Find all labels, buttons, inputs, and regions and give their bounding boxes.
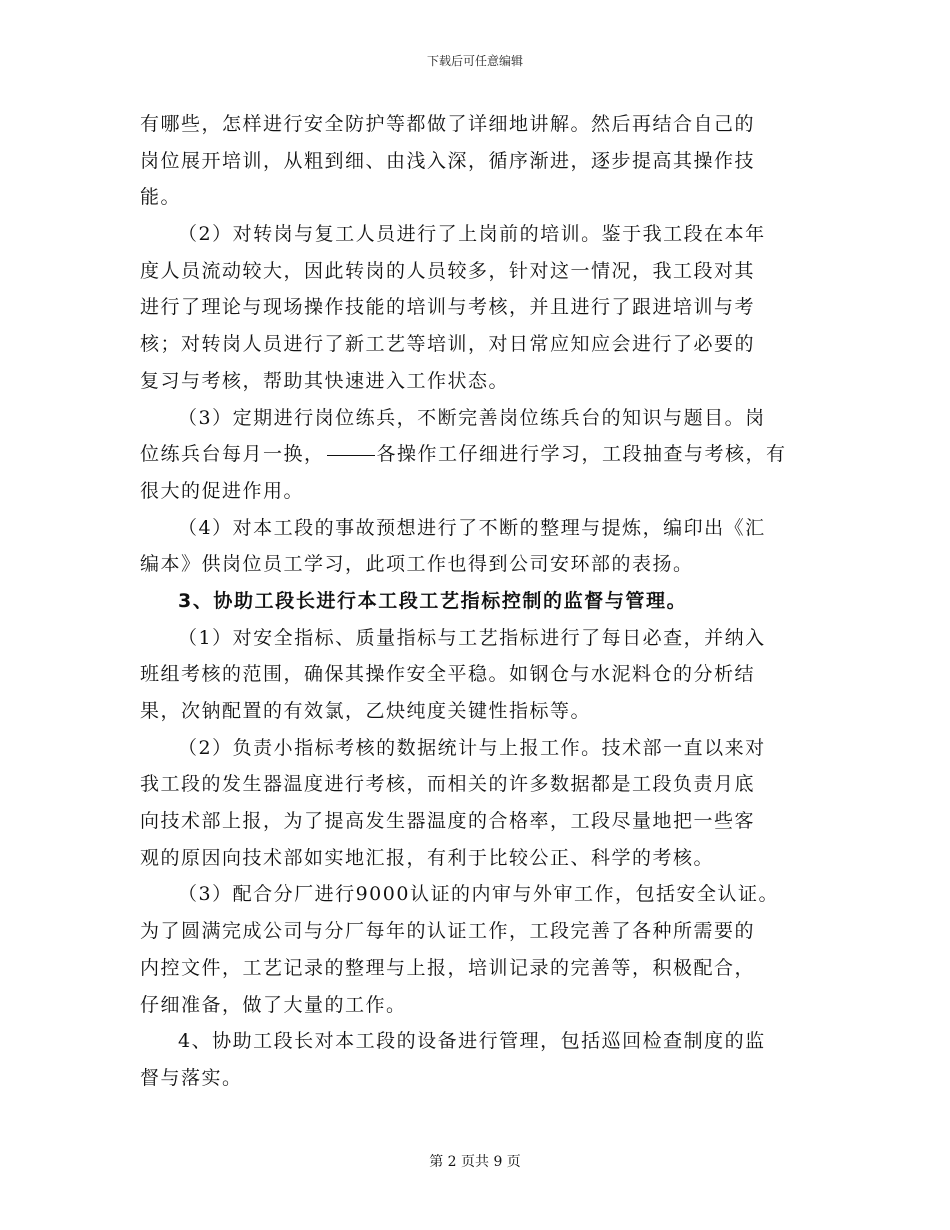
body-line: 度人员流动较大，因此转岗的人员较多，针对这一情况，我工段对其 <box>140 259 756 282</box>
body-line: 我工段的发生器温度进行考核，而相关的许多数据都是工段负责月底 <box>140 773 756 796</box>
section-heading: 3、协助工段长进行本工段工艺指标控制的监督与管理。 <box>178 589 688 612</box>
paragraph-start-line: （4）对本工段的事故预想进行了不断的整理与提炼，编印出《汇 <box>178 516 766 539</box>
page-header: 下载后可任意编辑 <box>426 54 523 68</box>
body-line: 班组考核的范围，确保其操作安全平稳。如钢仓与水泥料仓的分析结 <box>140 663 756 686</box>
body-line: 复习与考核，帮助其快速进入工作状态。 <box>140 369 510 392</box>
paragraph-start-line: （3）定期进行岗位练兵，不断完善岗位练兵台的知识与题目。岗 <box>178 406 766 429</box>
paragraph-start-line: （3）配合分厂进行9000认证的内审与外审工作，包括安全认证。 <box>178 883 779 906</box>
paragraph-start-line: （2）负责小指标考核的数据统计与上报工作。技术部一直以来对 <box>178 736 766 759</box>
paragraph-start-line: （2）对转岗与复工人员进行了上岗前的培训。鉴于我工段在本年 <box>178 223 766 246</box>
body-line: 为了圆满完成公司与分厂每年的认证工作，工段完善了各种所需要的 <box>140 920 756 943</box>
body-line: 向技术部上报，为了提高发生器温度的合格率，工段尽量地把一些客 <box>140 810 756 833</box>
body-line: 能。 <box>140 186 182 209</box>
body-line: 编本》供岗位员工学习，此项工作也得到公司安环部的表扬。 <box>140 553 694 576</box>
document-body <box>140 106 812 1097</box>
line-text-after-blank: 各操作工仔细进行学习，工段抽查与考核，有 <box>376 443 787 466</box>
body-line: 进行了理论与现场操作技能的培训与考核，并且进行了跟进培训与考 <box>140 296 756 319</box>
body-line: 内控文件，工艺记录的整理与上报，培训记录的完善等，积极配合， <box>140 956 756 979</box>
body-line: 岗位展开培训，从粗到细、由浅入深，循序渐进，逐步提高其操作技 <box>140 149 756 172</box>
body-line: 督与落实。 <box>140 1066 243 1089</box>
paragraph-start-line: （1）对安全指标、质量指标与工艺指标进行了每日必查，并纳入 <box>178 626 766 649</box>
fill-in-blank <box>327 454 375 456</box>
body-line: 有哪些，怎样进行安全防护等都做了详细地讲解。然后再结合自己的 <box>140 113 756 135</box>
line-text-before-blank: 位练兵台每月一换， <box>140 443 325 466</box>
body-line-with-blank <box>140 436 812 473</box>
paragraph-start-line: 4、协助工段长对本工段的设备进行管理，包括巡回检查制度的监 <box>178 1030 766 1053</box>
body-line: 核；对转岗人员进行了新工艺等培训，对日常应知应会进行了必要的 <box>140 333 756 356</box>
body-line: 很大的促进作用。 <box>140 479 305 502</box>
body-line: 观的原因向技术部如实地汇报，有利于比较公正、科学的考核。 <box>140 846 715 869</box>
page-footer: 第 2 页共 9 页 <box>429 1154 521 1170</box>
body-line: 果，次钠配置的有效氯，乙炔纯度关键性指标等。 <box>140 700 592 722</box>
body-line: 仔细准备，做了大量的工作。 <box>140 993 407 1016</box>
